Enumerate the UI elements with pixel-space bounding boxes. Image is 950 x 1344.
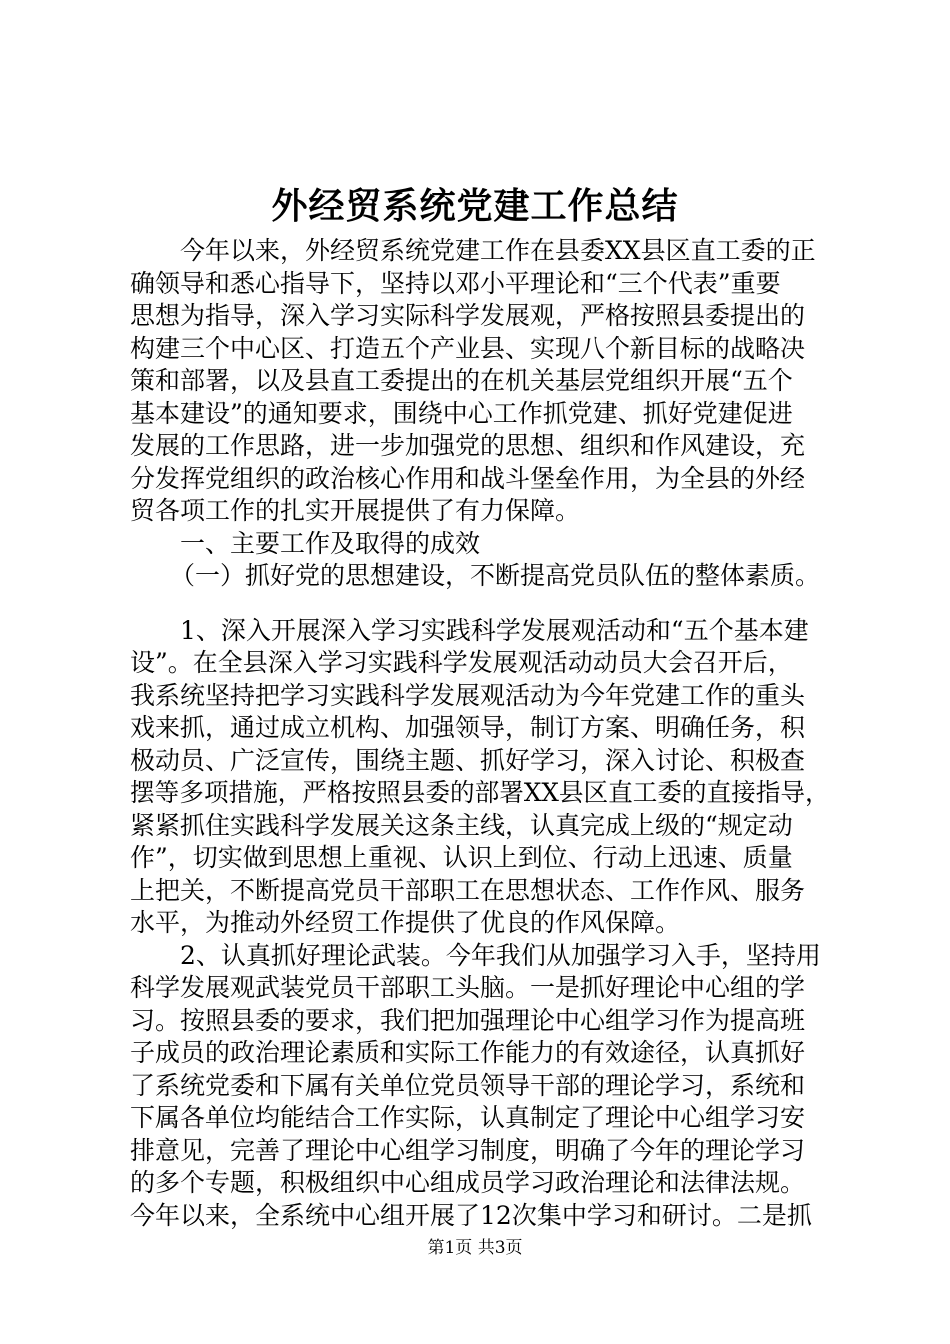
paragraph-line: 科学发展观武装党员干部职工头脑。一是抓好理论中心组的学 — [130, 973, 806, 1002]
paragraph-line: 水平，为推动外经贸工作提供了优良的作风保障。 — [130, 908, 681, 937]
paragraph-line: 基本建设”的通知要求，围绕中心工作抓党建、抓好党建促进 — [130, 398, 793, 428]
paragraph-line: 今年以来，外经贸系统党建工作在县委XX县区直工委的正 — [180, 236, 816, 265]
paragraph-line: 设”。在全县深入学习实践科学发展观活动动员大会召开后， — [130, 648, 793, 677]
document-title: 外经贸系统党建工作总结 — [271, 185, 679, 227]
paragraph-line: 摆等多项措施，严格按照县委的部署XX县区直工委的直接指导， — [130, 778, 830, 807]
document-body — [130, 235, 830, 1232]
paragraph-line: 习。按照县委的要求，我们把加强理论中心组学习作为提高班 — [130, 1005, 806, 1035]
subsection-heading: （一）抓好党的思想建设，不断提高党员队伍的整体素质。 — [170, 561, 821, 590]
paragraph-line: 分发挥党组织的政治核心作用和战斗堡垒作用，为全县的外经 — [130, 463, 806, 493]
paragraph-gap — [130, 593, 830, 615]
paragraph-line: 排意见，完善了理论中心组学习制度，明确了今年的理论学习 — [130, 1135, 806, 1165]
page-footer: 第1页 共3页 — [427, 1238, 523, 1258]
paragraph-line: 贸各项工作的扎实开展提供了有力保障。 — [130, 496, 581, 525]
paragraph-line: 2、认真抓好理论武装。今年我们从加强学习入手，坚持用 — [180, 940, 821, 970]
paragraph-line: 子成员的政治理论素质和实际工作能力的有效途径，认真抓好 — [130, 1038, 806, 1067]
paragraph-line: 下属各单位均能结合工作实际，认真制定了理论中心组学习安 — [130, 1103, 806, 1132]
paragraph-line: 上把关，不断提高党员干部职工在思想状态、工作作风、服务 — [130, 875, 806, 905]
paragraph-line: 思想为指导，深入学习实际科学发展观，严格按照县委提出的 — [130, 301, 806, 330]
paragraph-line: 1、深入开展深入学习实践科学发展观活动和“五个基本建 — [180, 615, 809, 645]
paragraph-line: 策和部署，以及县直工委提出的在机关基层党组织开展“五个 — [130, 366, 793, 395]
paragraph-line: 构建三个中心区、打造五个产业县、实现八个新目标的战略决 — [130, 333, 806, 363]
section-heading: 一、主要工作及取得的成效 — [180, 528, 481, 558]
paragraph-line: 了系统党委和下属有关单位党员领导干部的理论学习，系统和 — [130, 1070, 806, 1100]
paragraph-line: 确领导和悉心指导下，坚持以邓小平理论和“三个代表”重要 — [130, 268, 781, 298]
paragraph-line: 戏来抓，通过成立机构、加强领导，制订方案、明确任务，积 — [130, 713, 806, 742]
paragraph-line: 作”，切实做到思想上重视、认识上到位、行动上迅速、质量 — [130, 843, 793, 872]
paragraph-line: 我系统坚持把学习实践科学发展观活动为今年党建工作的重头 — [130, 680, 806, 710]
paragraph-line: 的多个专题，积极组织中心组成员学习政治理论和法律法规。 — [130, 1168, 806, 1197]
paragraph-line: 发展的工作思路，进一步加强党的思想、组织和作风建设，充 — [130, 431, 806, 460]
paragraph-line: 紧紧抓住实践科学发展关这条主线，认真完成上级的“规定动 — [130, 810, 793, 840]
paragraph-line: 极动员、广泛宣传，围绕主题、抓好学习，深入讨论、积极查 — [130, 745, 806, 775]
paragraph-line: 今年以来，全系统中心组开展了12次集中学习和研讨。二是抓 — [130, 1200, 812, 1230]
